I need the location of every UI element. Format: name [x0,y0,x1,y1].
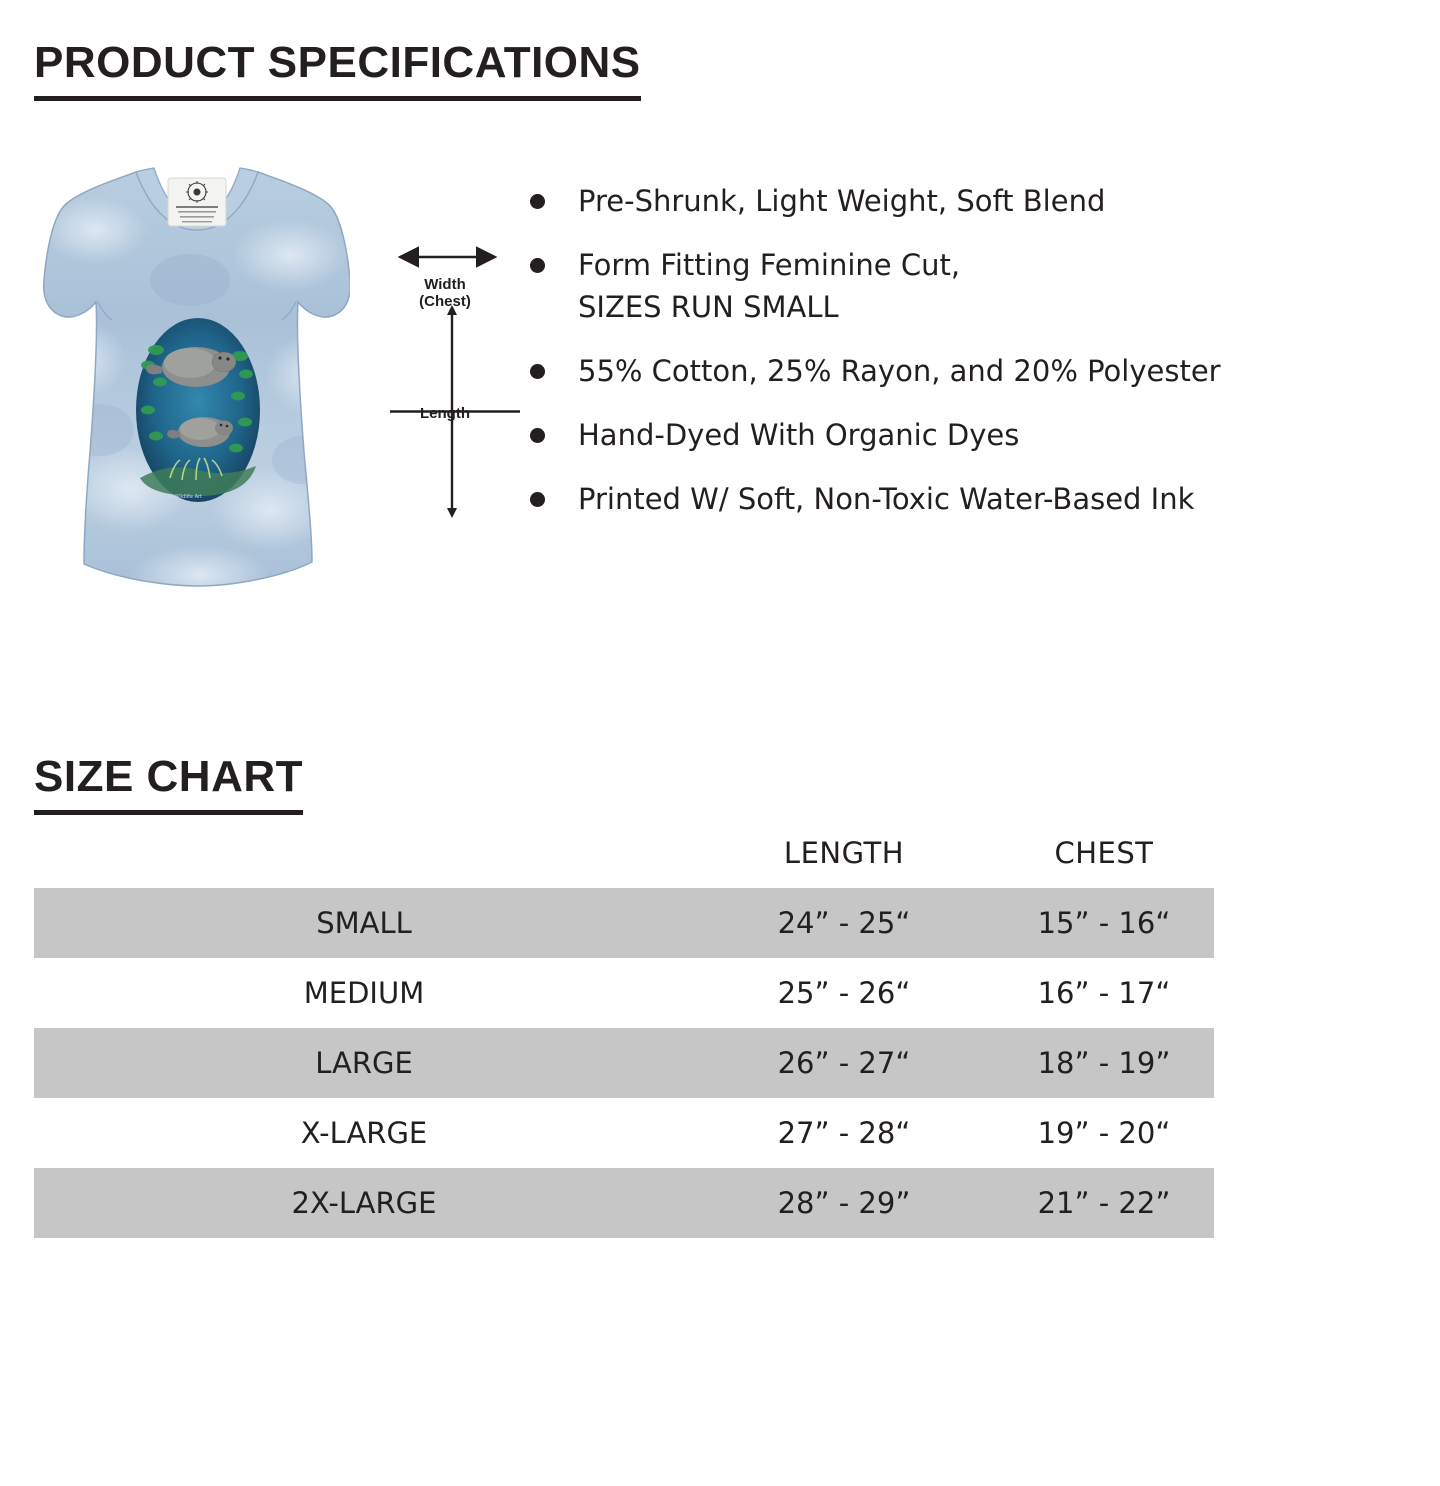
bullet-icon [530,364,545,379]
list-item [520,244,1420,328]
bullet-icon [530,258,545,273]
cell-size: SMALL [34,888,694,958]
size-chart-heading-wrap [34,752,303,815]
measurement-diagram [390,235,520,525]
list-item [520,180,1420,222]
spec-text: Pre-Shrunk, Light Weight, Soft Blend [578,184,1106,218]
cell-length: 28” - 29” [694,1168,994,1238]
table-header-row [34,830,1214,888]
cell-size: MEDIUM [303,976,425,1010]
svg-text:© Wildlife Art: © Wildlife Art [168,494,203,500]
cell-size: X-LARGE [300,1116,428,1150]
size-chart-title: SIZE CHART [34,752,303,815]
column-header-length: LENGTH [783,836,905,870]
list-item [520,478,1420,520]
product-specifications-heading-wrap [34,38,641,101]
table-row [34,1028,1214,1098]
table-header [34,830,1214,888]
table-row [34,1168,1214,1238]
cell-length: 25” - 26“ [777,976,911,1010]
bullet-icon [530,194,545,209]
list-item [520,414,1420,456]
table-row [34,1098,1214,1168]
table-row [34,888,1214,958]
width-label-line1: Width [424,276,466,293]
bullet-icon [530,428,545,443]
cell-length: 24” - 25“ [694,888,994,958]
page-title: PRODUCT SPECIFICATIONS [34,38,641,101]
list-item [520,350,1420,392]
table-row [34,958,1214,1028]
column-header-size [34,830,694,888]
size-chart-table [34,830,1214,1238]
spec-subtext: SIZES RUN SMALL [578,290,839,325]
length-measurement-label: Length [420,405,470,422]
cell-chest: 15” - 16“ [994,888,1214,958]
spec-text: Form Fitting Feminine Cut, [578,248,961,283]
column-header-chest: CHEST [1054,836,1154,870]
spec-text: 55% Cotton, 25% Rayon, and 20% Polyester [578,354,1221,389]
cell-chest: 21” - 22” [994,1168,1214,1238]
cell-size: LARGE [34,1028,694,1098]
cell-chest: 16” - 17“ [1037,976,1171,1010]
bullet-icon [530,492,545,507]
table-body [34,888,1214,1238]
cell-length: 27” - 28“ [777,1116,911,1150]
width-measurement-label [390,276,500,311]
spec-text: Hand-Dyed With Organic Dyes [578,418,1020,453]
spec-text: Printed W/ Soft, Non-Toxic Water-Based Ink [578,482,1195,517]
product-shirt-image [40,160,350,610]
shirt-illustration [40,160,350,610]
cell-size: 2X-LARGE [34,1168,694,1238]
cell-chest: 18” - 19” [994,1028,1214,1098]
cell-chest: 19” - 20“ [1037,1116,1171,1150]
width-label-line2: (Chest) [419,293,471,311]
specifications-list [520,180,1420,542]
cell-length: 26” - 27“ [694,1028,994,1098]
